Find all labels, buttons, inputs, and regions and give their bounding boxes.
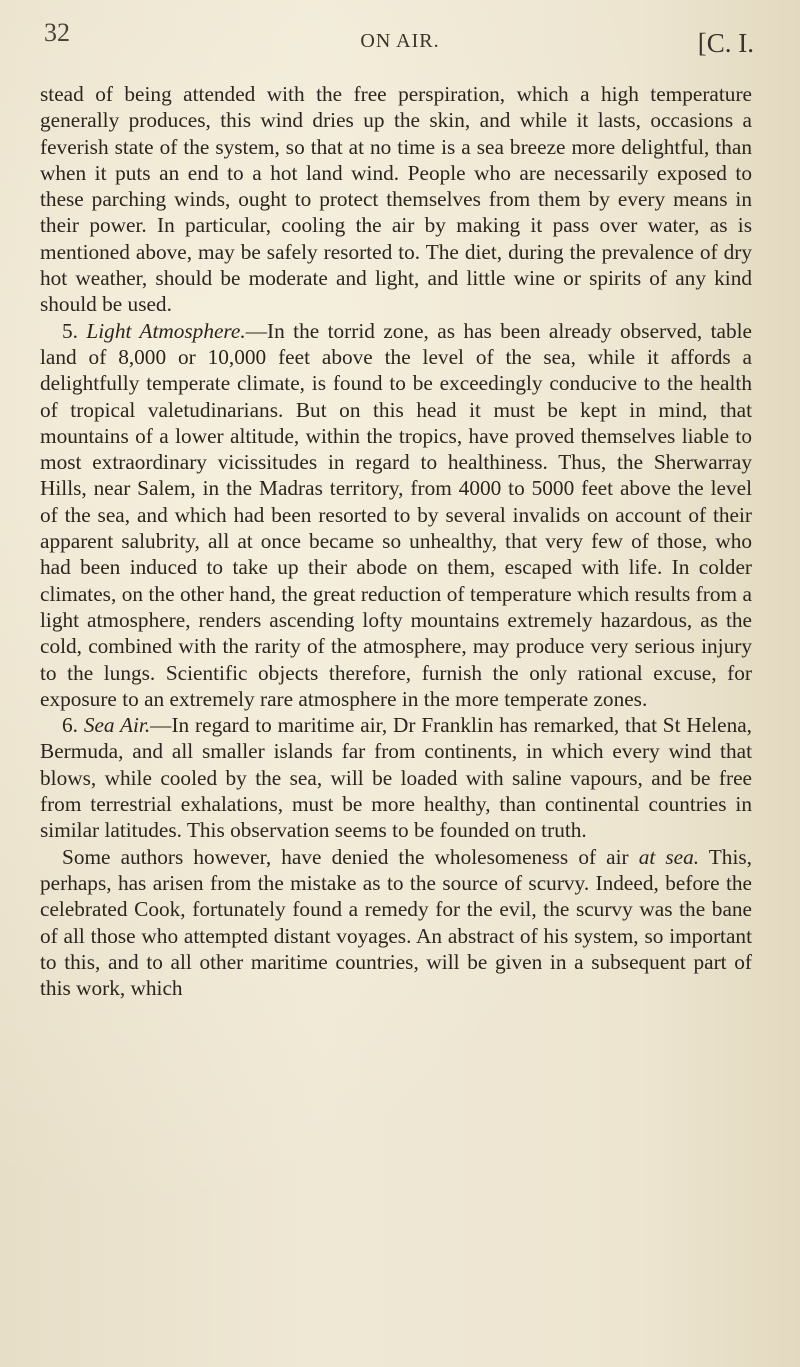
paragraph-text: —In the torrid zone, as has been already observed, table land of 8,000 or 10,000 feet above the level of the sea, while it affords a delightfully temperate climate, is found to be exceedingly conducive to the health of tropical valetudinarians. But on this head it must be kept in mind, that mountains of a lower altitude, within the tropics, have proved themselves liable to most extraordinary vicissitudes in regard to healthiness. Thus, the Sherwarray Hills, near Salem, in the Madras territory, from 4000 to 5000 feet above the level of the sea, and which had been resorted to by several invalids on account of their apparent salubrity, all at once became so unhealthy, that very few of those, who had been induced to take up their abode on them, escaped with life. In colder climates, on the other hand, the great reduction of temperature which results from a light atmosphere, renders ascending lofty mountains extremely hazardous, as the cold, combined with the rarity of the atmosphere, may produce very serious injury to the lungs. Scientific objects therefore, furnish the only rational excuse, for exposure to an extremely rare atmosphere in the more temperate zones.	[40, 318, 752, 711]
paragraph-sea-air	[40, 712, 752, 843]
paragraph-text: —In regard to maritime air, Dr Franklin has remarked, that St Helena, Bermuda, and all smaller islands far from continents, in which every wind that blows, while cooled by the sea, will be loaded with saline vapours, and be free from terrestrial exhalations, must be more healthy, than continental countries in similar latitudes. This observation seems to be founded on truth.	[40, 713, 753, 843]
paragraph-air-at-sea	[40, 844, 752, 1002]
paragraph-text-start: Some authors however, have denied the wholesomeness of air	[62, 844, 629, 869]
paragraph-light-atmosphere	[40, 318, 752, 712]
section-number: 5.	[62, 318, 78, 343]
body-text	[40, 81, 752, 1001]
paragraph-text: stead of being attended with the free perspiration, which a high temperature generally produces, this wind dries up the skin, and while it lasts, occasions a feverish state of the system, so that at no time is a sea breeze more delightful, than when it puts an end to a hot land wind. People who are necessarily exposed to these parching winds, ought to protect themselves from them by every means in their power. In particular, cooling the air by making it pass over water, as is mentioned above, may be safely resorted to. The diet, during the prevalence of dry hot weather, should be moderate and light, and little wine or spirits of any kind should be used.	[40, 82, 752, 317]
page-number: 32	[44, 18, 70, 47]
section-reference: [C. I.	[697, 28, 754, 58]
section-heading: Sea Air.	[83, 713, 151, 738]
page-header	[40, 18, 760, 68]
running-title: ON AIR.	[360, 30, 440, 52]
paragraph-continuation	[40, 81, 752, 318]
section-number: 6.	[62, 713, 78, 738]
paragraph-text-end: This, perhaps, has arisen from the mistake as to the source of scurvy. Indeed, before the celebrated Cook, fortunately found a remedy for the evil, the scurvy was the bane of all those who attempted distant voyages. An abstract of his system, so important to this, and to all other maritime countries, will be given in a subsequent part of this work, which	[40, 844, 752, 1001]
emphasized-phrase: at sea.	[638, 844, 700, 869]
section-heading: Light Atmosphere.	[86, 318, 246, 343]
